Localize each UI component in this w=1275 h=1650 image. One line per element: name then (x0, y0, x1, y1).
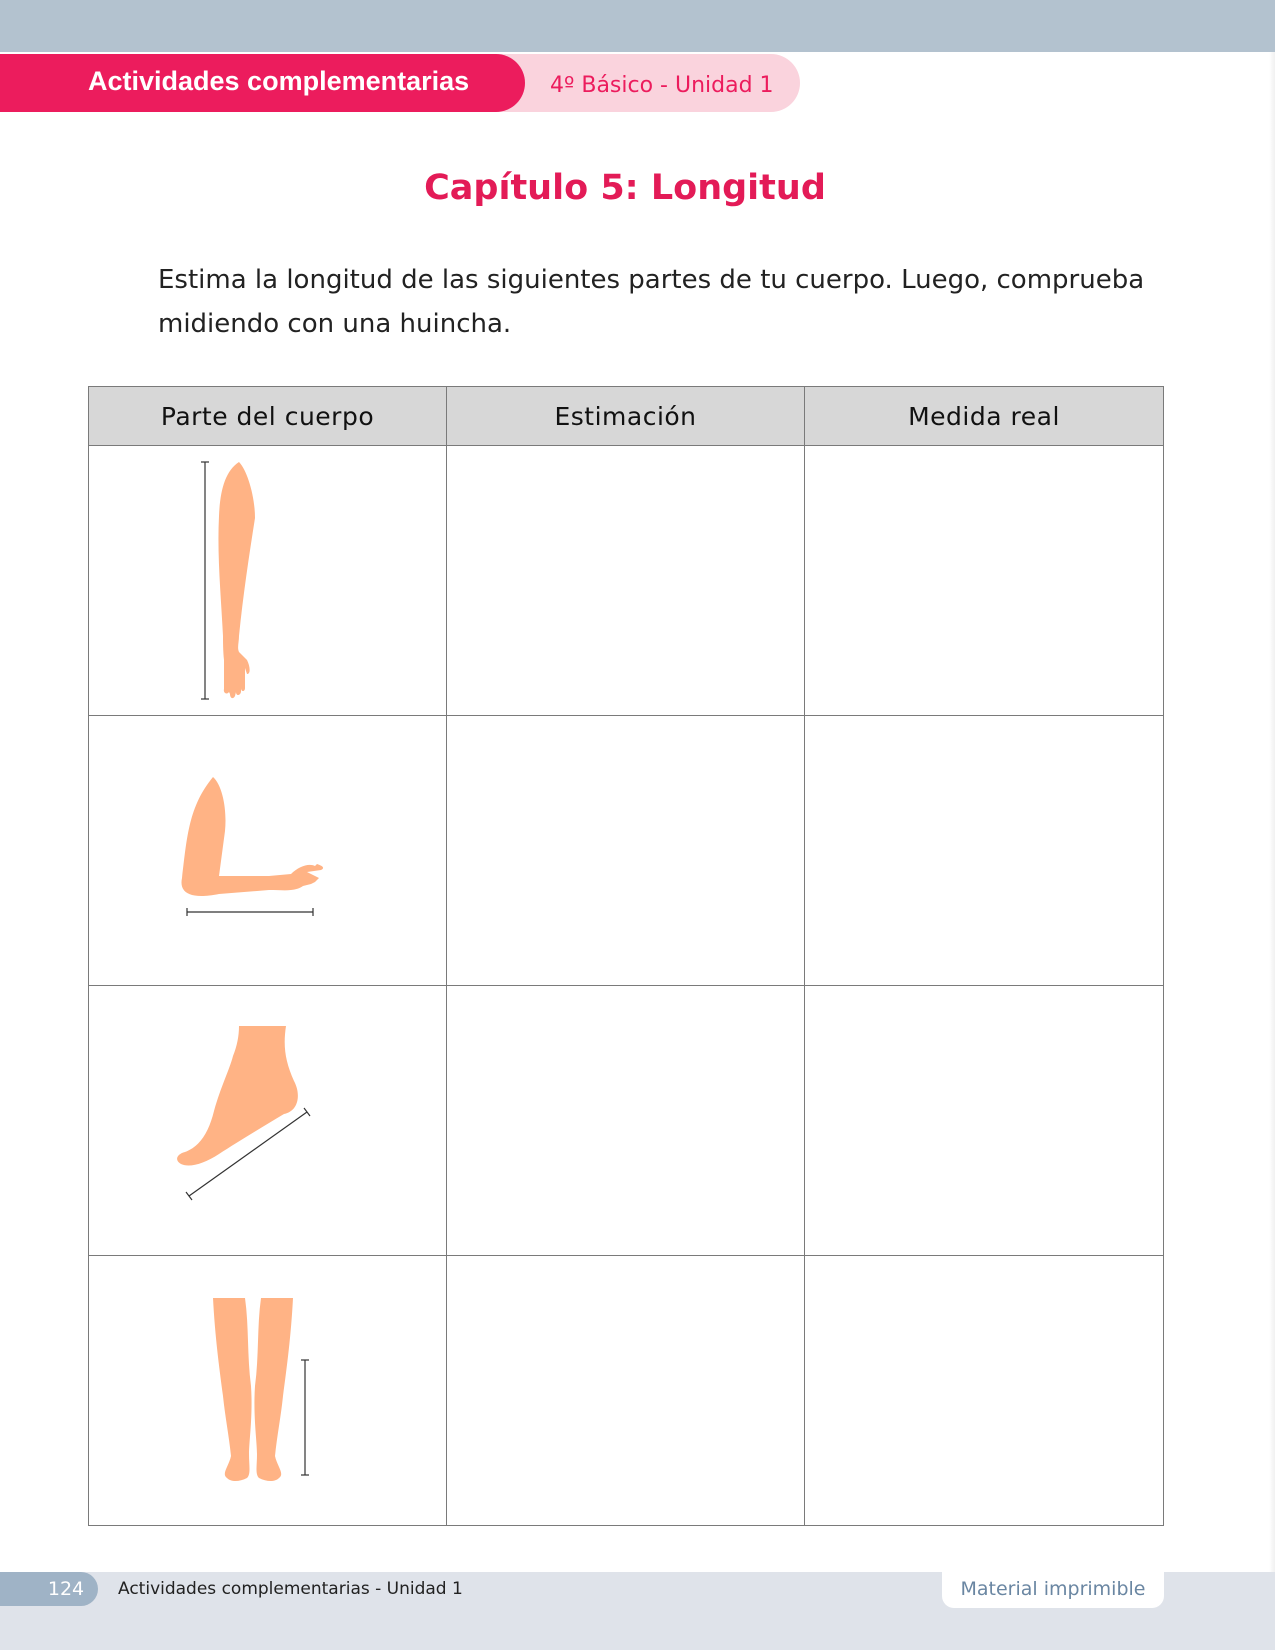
arm-length-icon (89, 446, 447, 715)
instructions-line-2: midiendo con una huincha. (158, 309, 512, 339)
table-row (89, 1256, 1164, 1526)
page-number-label: 124 (47, 1578, 85, 1600)
actual-measure-cell[interactable] (805, 986, 1164, 1256)
table-row (89, 446, 1164, 716)
foot-length-icon (89, 986, 447, 1255)
table-row (89, 986, 1164, 1256)
actual-measure-cell[interactable] (805, 1256, 1164, 1526)
actual-measure-cell[interactable] (805, 716, 1164, 986)
column-header-actual: Medida real (805, 387, 1164, 446)
printable-material-tab: Material imprimible (942, 1572, 1164, 1608)
footer-text: Actividades complementarias - Unidad 1 (118, 1579, 463, 1599)
forearm-length-icon (89, 716, 447, 985)
estimation-cell[interactable] (447, 986, 805, 1256)
instructions (158, 258, 1158, 346)
page-edge-shadow (1269, 52, 1275, 1572)
top-band (0, 0, 1275, 52)
column-header-body-part: Parte del cuerpo (89, 387, 447, 446)
body-part-cell (89, 716, 447, 986)
measurement-table (88, 386, 1164, 1526)
page-number (0, 1572, 98, 1606)
course-label: 4º Básico - Unidad 1 (550, 73, 774, 98)
actual-measure-cell[interactable] (805, 446, 1164, 716)
section-title: Actividades complementarias (88, 66, 470, 96)
lower-leg-length-icon (89, 1256, 447, 1525)
table-header-row (89, 387, 1164, 446)
estimation-cell[interactable] (447, 716, 805, 986)
table-row (89, 716, 1164, 986)
body-part-cell (89, 446, 447, 716)
estimation-cell[interactable] (447, 446, 805, 716)
estimation-cell[interactable] (447, 1256, 805, 1526)
instructions-line-1: Estima la longitud de las siguientes partes de tu cuerpo. Luego, comprueba (158, 265, 1145, 295)
body-part-cell (89, 986, 447, 1256)
chapter-title: Capítulo 5: Longitud (424, 168, 826, 208)
body-part-cell (89, 1256, 447, 1526)
column-header-estimation: Estimación (447, 387, 805, 446)
